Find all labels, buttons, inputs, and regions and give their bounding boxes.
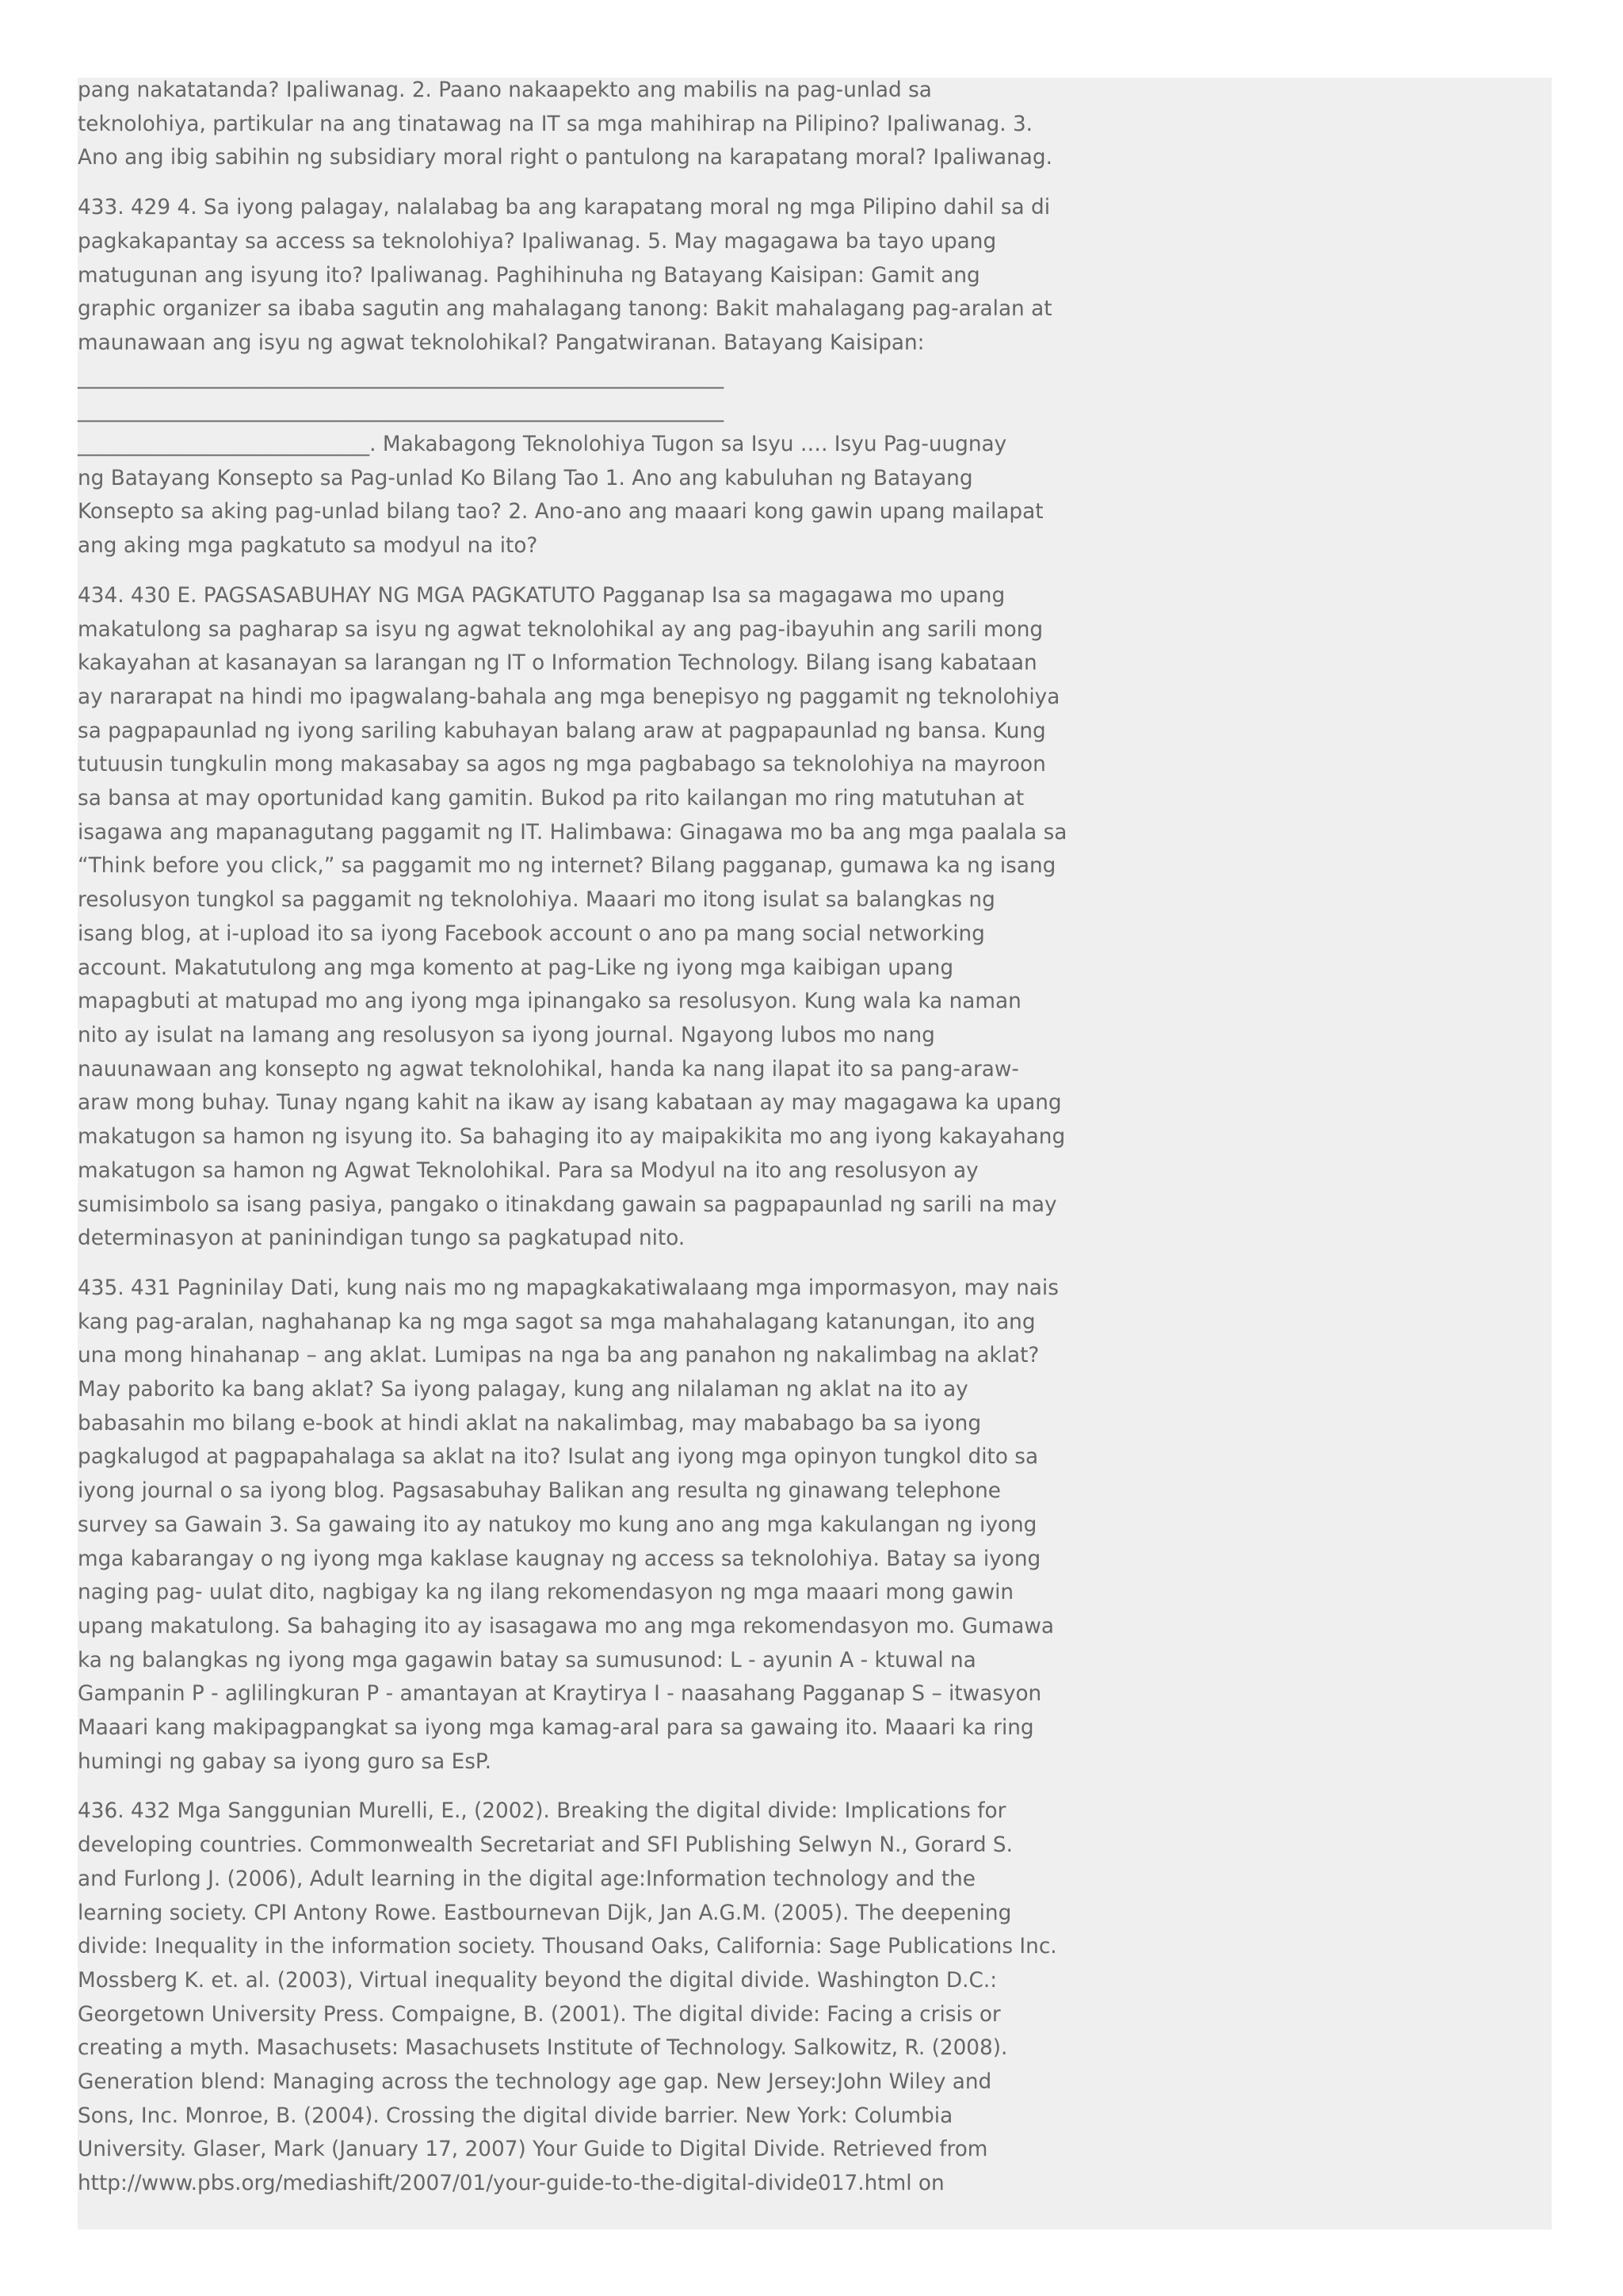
text-line: una mong hinahanap – ang aklat. Lumipas na nga ba ang panahon ng nakalimbag na aklat? — [78, 1344, 1040, 1368]
text-line: determinasyon at paninindigan tungo sa pagkatupad nito. — [78, 1226, 685, 1251]
text-line: isagawa ang mapanagutang paggamit ng IT. Halimbawa: Ginagawa mo ba ang mga paalala sa — [78, 820, 1067, 845]
text-line: “Think before you click,” sa paggamit mo ng internet? Bilang pagganap, gumawa ka ng isang — [78, 854, 1056, 879]
text-line: 434. 430 E. PAGSASABUHAY NG MGA PAGKATUTO Pagganap Isa sa magagawa mo upang — [78, 583, 1006, 608]
paragraph-5 — [78, 1794, 1076, 2200]
text-line: resolusyon tungkol sa paggamit ng teknolohiya. Maaari mo itong isulat sa balangkas ng — [78, 888, 995, 913]
paragraph-2 — [78, 191, 1076, 563]
text-line: makatugon sa hamon ng Agwat Teknolohikal. Para sa Modyul na ito ang resolusyon ay — [78, 1158, 979, 1183]
text-line: Mossberg K. et. al. (2003), Virtual inequality beyond the digital divide. Washington D.C.: — [78, 1968, 998, 1993]
text-line: pagkakapantay sa access sa teknolohiya? Ipaliwanag. 5. May magagawa ba tayo upang — [78, 229, 997, 254]
text-line: maunawaan ang isyu ng agwat teknolohikal? Pangatwiranan. Batayang Kaisipan: — [78, 330, 925, 355]
text-line: Generation blend: Managing across the technology age gap. New Jersey:John Wiley and — [78, 2070, 992, 2095]
paragraph-3 — [78, 579, 1076, 1256]
text-line: ka ng balangkas ng iyong mga gagawin batay sa sumusunod: L - ayunin A - ktuwal na — [78, 1648, 976, 1672]
text-line: creating a myth. Masachusets: Masachusets Institute of Technology. Salkowitz, R. (2008). — [78, 2036, 1008, 2061]
text-line: naging pag- uulat dito, nagbigay ka ng ilang rekomendasyon ng mga maaari mong gawin — [78, 1581, 1014, 1605]
text-line: tutuusin tungkulin mong makasabay sa agos ng mga pagbabago sa teknolohiya na mayroon — [78, 753, 1046, 777]
text-line: matugunan ang isyung ito? Ipaliwanag. Paghihinuha ng Batayang Kaisipan: Gamit ang — [78, 263, 980, 288]
text-line: makatulong sa pagharap sa isyu ng agwat teknolohikal ay ang pag-ibayuhin ang sarili mong — [78, 617, 1044, 642]
text-line: 436. 432 Mga Sanggunian Murelli, E., (2002). Breaking the digital divide: Implications for — [78, 1799, 1006, 1824]
text-line: kang pag-aralan, naghahanap ka ng mga sagot sa mga mahahalagang katanungan, ito ang — [78, 1310, 1036, 1334]
text-line: humingi ng gabay sa iyong guro sa EsP. — [78, 1749, 492, 1774]
text-line: nauunawaan ang konsepto ng agwat teknolohikal, handa ka nang ilapat ito sa pang-araw- — [78, 1057, 1019, 1081]
text-line: http://www.pbs.org/mediashift/2007/01/your-guide-to-the-digital-divide017.html on — [78, 2172, 945, 2196]
text-line: teknolohiya, partikular na ang tinatawag na IT sa mga mahihirap na Pilipino? Ipaliwanag. 3. — [78, 112, 1033, 136]
text-line: University. Glaser, Mark (January 17, 2007) Your Guide to Digital Divide. Retrieved from — [78, 2138, 988, 2162]
text-line: 435. 431 Pagninilay Dati, kung nais mo ng mapagkakatiwalaang mga impormasyon, may nais — [78, 1276, 1059, 1300]
text-line: sa pagpapaunlad ng iyong sariling kabuhayan balang araw at pagpapaunlad ng bansa. Kung — [78, 719, 1046, 743]
text-line: iyong journal o sa iyong blog. Pagsasabuhay Balikan ang resulta ng ginawang telephone — [78, 1479, 1001, 1504]
text-line: makatugon sa hamon ng isyung ito. Sa bahaging ito ay maipakikita mo ang iyong kakayahang — [78, 1125, 1066, 1150]
text-line: Konsepto sa aking pag-unlad bilang tao? 2. Ano-ano ang maaari kong gawin upang mailapat — [78, 500, 1044, 524]
text-line: nito ay isulat na lamang ang resolusyon sa iyong journal. Ngayong lubos mo nang — [78, 1023, 935, 1047]
text-line: Ano ang ibig sabihin ng subsidiary moral right o pantulong na karapatang moral? Ipaliwanag. — [78, 146, 1052, 170]
text-line: mga kabarangay o ng iyong mga kaklase kaugnay ng access sa teknolohiya. Batay sa iyong — [78, 1547, 1041, 1571]
document-body — [78, 74, 1076, 2217]
text-line: ____________________________. Makabagong Teknolohiya Tugon sa Isyu …. Isyu Pag-uugnay — [78, 433, 1007, 457]
text-line: learning society. CPI Antony Rowe. Eastbournevan Dijk, Jan A.G.M. (2005). The deepening — [78, 1901, 1012, 1925]
text-line: ang aking mga pagkatuto sa modyul na ito? — [78, 534, 538, 559]
text-line: ay nararapat na hindi mo ipagwalang-bahala ang mga benepisyo ng paggamit ng teknolohiya — [78, 685, 1060, 709]
text-line: 433. 429 4. Sa iyong palagay, nalalabag ba ang karapatang moral ng mga Pilipino dahil sa di — [78, 196, 1051, 220]
text-line: account. Makatutulong ang mga komento at pag-Like ng iyong mga kaibigan upang — [78, 955, 954, 980]
text-line: Gampanin P - aglilingkuran P - amantayan at Kraytirya I - naasahang Pagganap S – itwasyon — [78, 1682, 1042, 1707]
text-line: sumisimbolo sa isang pasiya, pangako o itinakdang gawain sa pagpapaunlad ng sarili na may — [78, 1192, 1057, 1217]
text-line: and Furlong J. (2006), Adult learning in the digital age:Information technology and the — [78, 1867, 976, 1891]
text-line: sa bansa at may oportunidad kang gamitin. Bukod pa rito kailangan mo ring matutuhan at — [78, 787, 1025, 811]
text-line: isang blog, at i-upload ito sa iyong Facebook account o ano pa mang social networking — [78, 921, 985, 946]
text-line: babasahin mo bilang e-book at hindi aklat na nakalimbag, may mababago ba sa iyong — [78, 1411, 982, 1436]
text-line: pagkalugod at pagpapahalaga sa aklat na ito? Isulat ang iyong mga opinyon tungkol dito sa — [78, 1445, 1039, 1470]
text-line: Sons, Inc. Monroe, B. (2004). Crossing the digital divide barrier. New York: Columbia — [78, 2103, 953, 2128]
text-line: pang nakatatanda? Ipaliwanag. 2. Paano nakaapekto ang mabilis na pag-unlad sa — [78, 78, 932, 102]
text-line: survey sa Gawain 3. Sa gawaing ito ay natukoy mo kung ano ang mga kakulangan ng iyong — [78, 1512, 1037, 1537]
text-line: graphic organizer sa ibaba sagutin ang mahalagang tanong: Bakit mahalagang pag-aralan at — [78, 297, 1052, 322]
paragraph-1 — [78, 74, 1076, 175]
text-line: mapagbuti at matupad mo ang iyong mga ipinangako sa resolusyon. Kung wala ka naman — [78, 990, 1022, 1014]
text-line: kakayahan at kasanayan sa larangan ng IT o Information Technology. Bilang isang kabataan — [78, 651, 1037, 676]
text-line: developing countries. Commonwealth Secretariat and SFI Publishing Selwyn N., Gorard S. — [78, 1833, 1013, 1858]
text-line: ______________________________________________________________ — [78, 399, 724, 423]
paragraph-4 — [78, 1272, 1076, 1779]
text-line: divide: Inequality in the information society. Thousand Oaks, California: Sage Publications Inc. — [78, 1935, 1057, 1959]
text-line: Georgetown University Press. Compaigne, B. (2001). The digital divide: Facing a crisis or — [78, 2002, 1001, 2027]
text-line: Maaari kang makipagpangkat sa iyong mga kamag-aral para sa gawaing ito. Maaari ka ring — [78, 1716, 1034, 1741]
text-line: ng Batayang Konsepto sa Pag-unlad Ko Bilang Tao 1. Ano ang kabuluhan ng Batayang — [78, 466, 973, 490]
text-line: araw mong buhay. Tunay ngang kahit na ikaw ay isang kabataan ay may magagawa ka upang — [78, 1091, 1062, 1116]
text-line: May paborito ka bang aklat? Sa iyong palagay, kung ang nilalaman ng aklat na ito ay — [78, 1378, 968, 1402]
text-line: ______________________________________________________________ — [78, 364, 724, 389]
text-line: upang makatulong. Sa bahaging ito ay isasagawa mo ang mga rekomendasyon mo. Gumawa — [78, 1614, 1055, 1638]
